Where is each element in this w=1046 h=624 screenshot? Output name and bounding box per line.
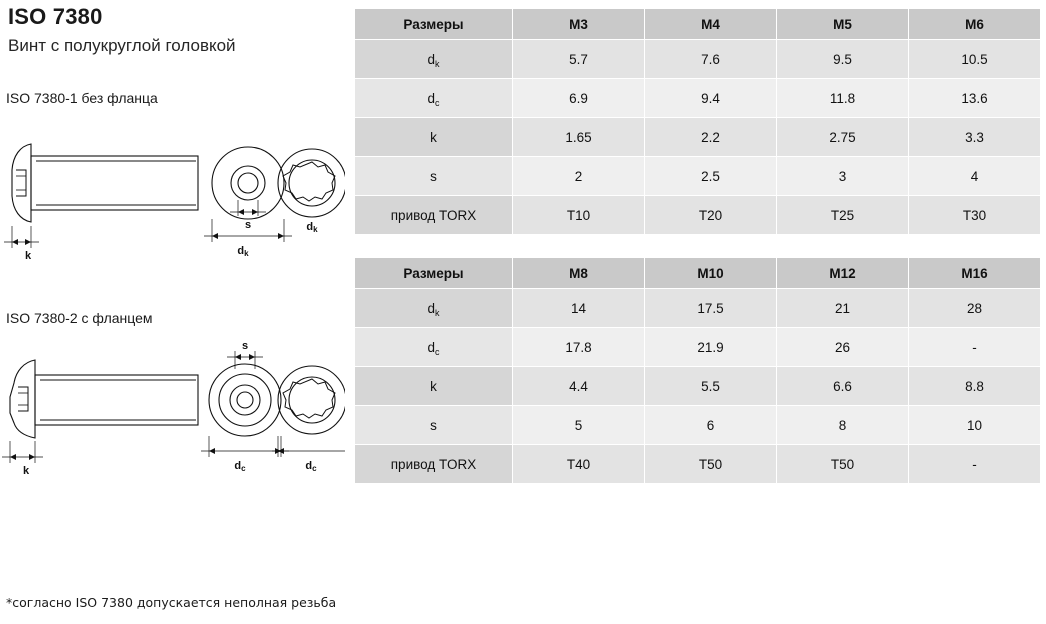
table-cell: 2.5 [645, 157, 777, 196]
table-row [355, 157, 1041, 196]
column-header: Размеры [355, 9, 513, 40]
row-label: $d_c$ [355, 79, 513, 118]
column-header: M12 [777, 258, 909, 289]
table-cell: 6.9 [513, 79, 645, 118]
table-cell: 14 [513, 289, 645, 328]
table-cell: 8 [777, 406, 909, 445]
page-subtitle: Винт с полукруглой головкой [8, 36, 236, 55]
table-cell: 11.8 [777, 79, 909, 118]
page-title: ISO 7380 [8, 4, 103, 29]
table-cell: 21 [777, 289, 909, 328]
table-cell: T30 [909, 196, 1041, 235]
table-cell: 10.5 [909, 40, 1041, 79]
footnote: *согласно ISO 7380 допускается неполная резьба [6, 595, 337, 610]
variant-2-label: ISO 7380-2 с фланцем [6, 310, 153, 326]
table-cell: T25 [777, 196, 909, 235]
column-header: M16 [909, 258, 1041, 289]
table-cell: 26 [777, 328, 909, 367]
table-cell: T50 [645, 445, 777, 484]
table-row [355, 196, 1041, 235]
table-row [355, 328, 1041, 367]
table-cell: 2 [513, 157, 645, 196]
table-cell: 9.5 [777, 40, 909, 79]
table-cell: 17.8 [513, 328, 645, 367]
table-cell: 3 [777, 157, 909, 196]
svg-text:k: k [24, 250, 32, 262]
table-cell: 28 [909, 289, 1041, 328]
screw-with-flange-drawing [0, 335, 345, 480]
table-row [355, 79, 1041, 118]
table-header-row [355, 258, 1041, 289]
column-header: M3 [513, 9, 645, 40]
table-cell: - [909, 328, 1041, 367]
table-row [355, 118, 1041, 157]
table-cell: 7.6 [645, 40, 777, 79]
left-info-column [0, 0, 352, 624]
svg-text:s: s [244, 219, 252, 231]
row-label: $d_c$ [355, 328, 513, 367]
column-header: M8 [513, 258, 645, 289]
table-cell: 3.3 [909, 118, 1041, 157]
row-label: $d_k$ [355, 289, 513, 328]
spec-table-large-sizes [354, 257, 1041, 484]
table-row [355, 289, 1041, 328]
row-label: k [355, 118, 513, 157]
row-label: привод TORX [355, 196, 513, 235]
column-header: M10 [645, 258, 777, 289]
row-label: k [355, 367, 513, 406]
table-cell: 9.4 [645, 79, 777, 118]
table-cell: 2.75 [777, 118, 909, 157]
svg-text:dc: dc [305, 460, 317, 473]
svg-text:dc: dc [234, 460, 246, 473]
table-cell: 5 [513, 406, 645, 445]
row-label: $d_k$ [355, 40, 513, 79]
table-cell: - [909, 445, 1041, 484]
table-cell: 21.9 [645, 328, 777, 367]
table-cell: T20 [645, 196, 777, 235]
table-cell: 6.6 [777, 367, 909, 406]
table-cell: 5.5 [645, 367, 777, 406]
column-header: M4 [645, 9, 777, 40]
svg-text:dk: dk [306, 221, 318, 234]
row-label: s [355, 406, 513, 445]
table-cell: 10 [909, 406, 1041, 445]
table-row [355, 40, 1041, 79]
svg-text:k: k [22, 465, 30, 477]
row-label: привод TORX [355, 445, 513, 484]
table-cell: T40 [513, 445, 645, 484]
column-header: M5 [777, 9, 909, 40]
table-row [355, 445, 1041, 484]
variant-1-label: ISO 7380-1 без фланца [6, 90, 158, 106]
spec-table-small-sizes [354, 8, 1041, 235]
svg-text:s: s [241, 340, 249, 352]
table-row [355, 406, 1041, 445]
table-cell: T10 [513, 196, 645, 235]
svg-text:dk: dk [237, 245, 249, 258]
table-cell: 8.8 [909, 367, 1041, 406]
table-cell: 4.4 [513, 367, 645, 406]
table-cell: 4 [909, 157, 1041, 196]
table-header-row [355, 9, 1041, 40]
table-cell: 17.5 [645, 289, 777, 328]
table-cell: 1.65 [513, 118, 645, 157]
table-cell: T50 [777, 445, 909, 484]
table-cell: 2.2 [645, 118, 777, 157]
table-cell: 5.7 [513, 40, 645, 79]
column-header: M6 [909, 9, 1041, 40]
table-row [355, 367, 1041, 406]
column-header: Размеры [355, 258, 513, 289]
table-cell: 6 [645, 406, 777, 445]
screw-without-flange-drawing [0, 130, 345, 265]
row-label: s [355, 157, 513, 196]
table-cell: 13.6 [909, 79, 1041, 118]
